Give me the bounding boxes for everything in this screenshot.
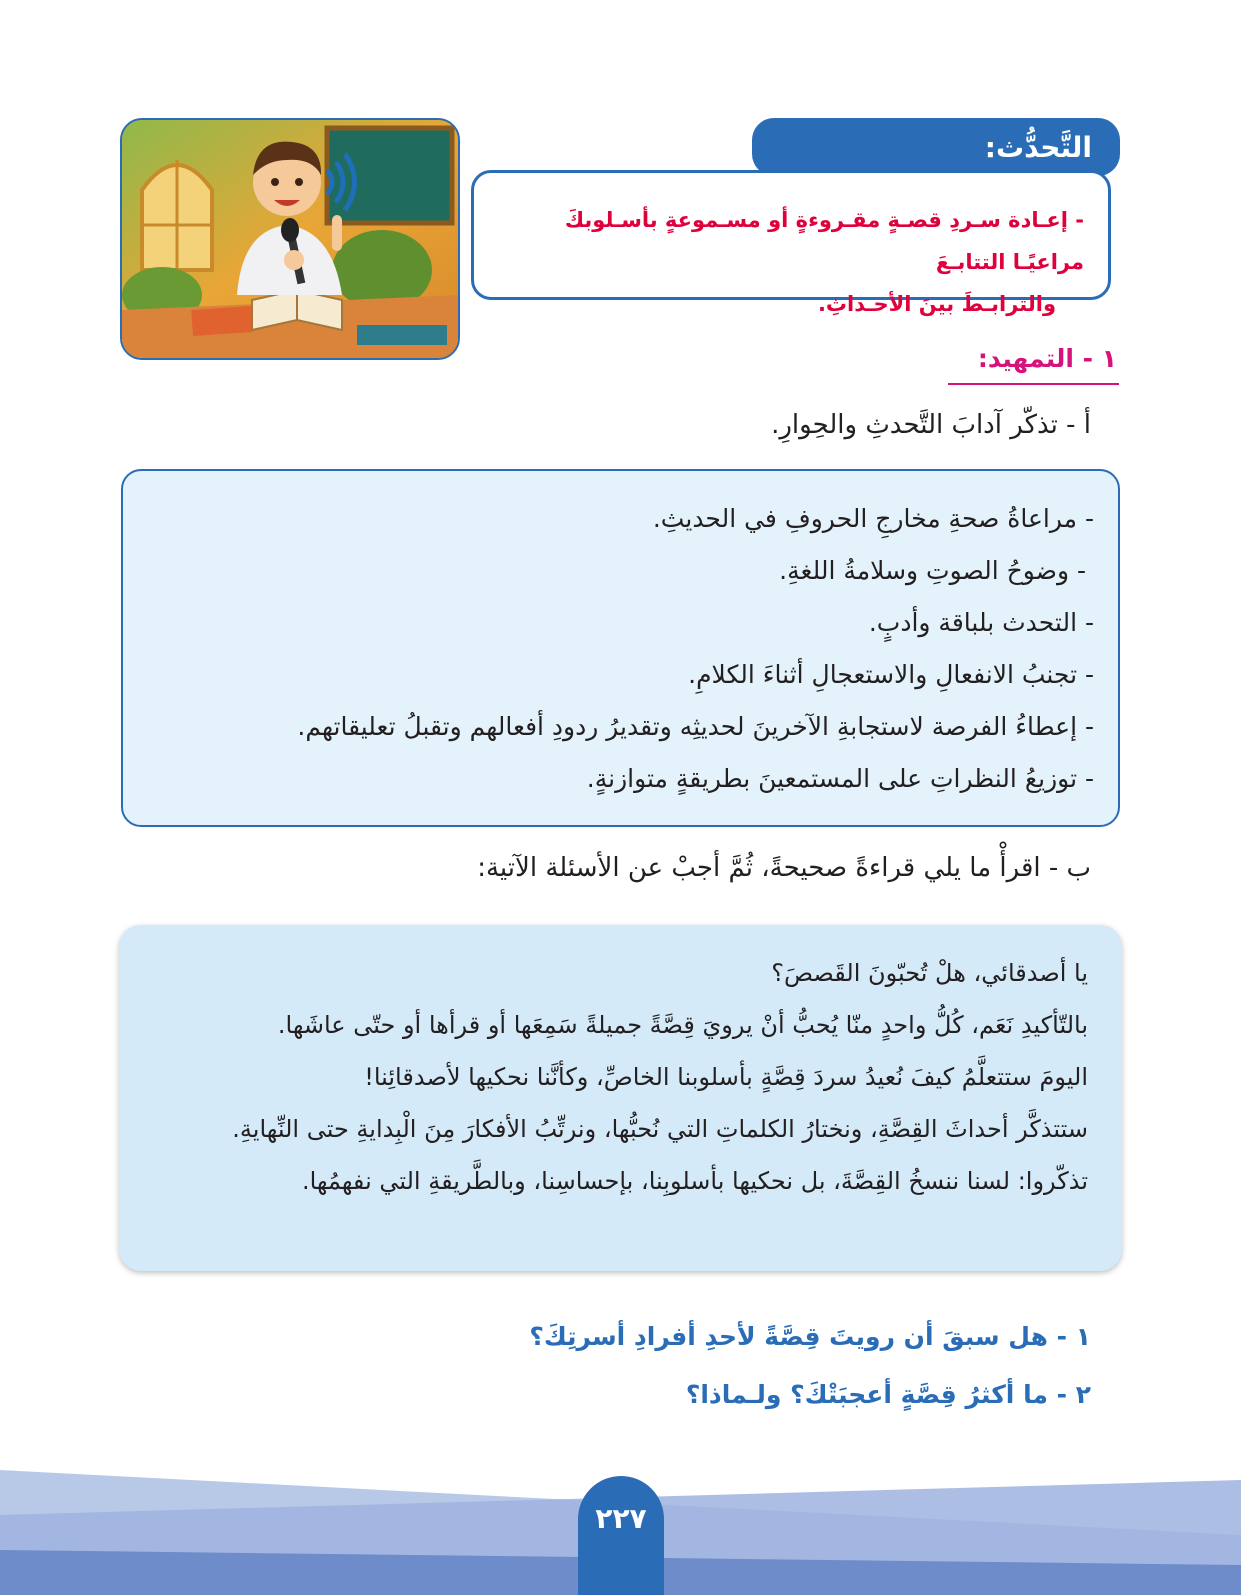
page-number-badge [578, 1476, 664, 1595]
speaking-etiquette-box [121, 469, 1120, 827]
instruction-b: ب - اقرأْ ما يلي قراءةً صحيحةً، ثُمَّ أجبْ عن الأسئلة الآتية: [477, 853, 1091, 883]
etiquette-item: - تجنبُ الانفعالِ والاستعجالِ أثناءَ الكلامِ. [688, 660, 1094, 689]
page-number: ٢٢٧ [595, 1502, 647, 1535]
classroom-illustration-icon [122, 120, 458, 358]
speaking-tab-label: التَّحدُّث: [984, 130, 1092, 164]
boy-speaking-microphone-illustration [120, 118, 460, 360]
questions-list [529, 1308, 1091, 1424]
story-line: بالتّأكيدِ نَعَم، كُلُّ واحدٍ منّا يُحبُّ أنْ يرويَ قِصَّةً جميلةً سَمِعَها أو قرأها أو حتّى عاشَها. [277, 1011, 1088, 1039]
speaking-section-tab [752, 118, 1120, 176]
etiquette-list [147, 493, 1094, 805]
story-line: اليومَ ستتعلَّمُ كيفَ نُعيدُ سردَ قِصَّةٍ بأسلوبنا الخاصِّ، وكأنَّنا نحكيها لأصدقائِنا! [364, 1063, 1088, 1091]
question-1: ١ - هل سبقَ أن رويتَ قِصَّةً لأحدِ أفرادِ أسرتِكَ؟ [529, 1322, 1091, 1351]
etiquette-item: - التحدث بلباقة وأدبٍ. [868, 608, 1094, 637]
instruction-a: أ - تذكّر آدابَ التَّحدثِ والحِوارِ. [771, 410, 1091, 440]
lesson-goal-box [471, 170, 1111, 316]
etiquette-item: - توزيعُ النظراتِ على المستمعينَ بطريقةٍ متوازنةٍ. [586, 764, 1094, 793]
etiquette-item: - مراعاةُ صحةِ مخارجِ الحروفِ في الحديثِ. [652, 504, 1094, 533]
section-heading-intro: ١ - التمهيد: [948, 344, 1119, 385]
goal-line-2: والترابـطَ بينَ الأحـداثِ. [817, 292, 1056, 316]
story-line: ستتذكَّر أحداثَ القِصَّةِ، ونختارُ الكلماتِ التي نُحبُّها، ونرتِّبُ الأفكارَ مِنَ الْبِدايةِ حتى النِّهايةِ. [232, 1115, 1088, 1143]
question-2: ٢ - ما أكثرُ قِصَّةٍ أعجبَتْكَ؟ ولـماذا؟ [685, 1380, 1091, 1409]
story-line: تذكّروا: لسنا ننسخُ القِصَّةَ، بل نحكيها بأسلوبِنا، بإحساسِنا، وبالطَّريقةِ التي نفهمُها. [301, 1167, 1088, 1195]
etiquette-item: - إعطاءُ الفرصة لاستجابةِ الآخرينَ لحديثِه وتقديرُ ردودِ أفعالهم وتقبلُ تعليقاتهم. [297, 712, 1094, 741]
etiquette-item: - وضوحُ الصوتِ وسلامةُ اللغةِ. [779, 556, 1086, 585]
story-line: يا أصدقائي، هلْ تُحبّونَ القَصصَ؟ [771, 959, 1088, 987]
story-passage-box [119, 925, 1122, 1271]
goal-line-1: - إعـادة سـردِ قصـةٍ مقـروءةٍ أو مسـموعةٍ بأسـلوبكَ مراعيًـا التتابـعَ [564, 208, 1084, 274]
